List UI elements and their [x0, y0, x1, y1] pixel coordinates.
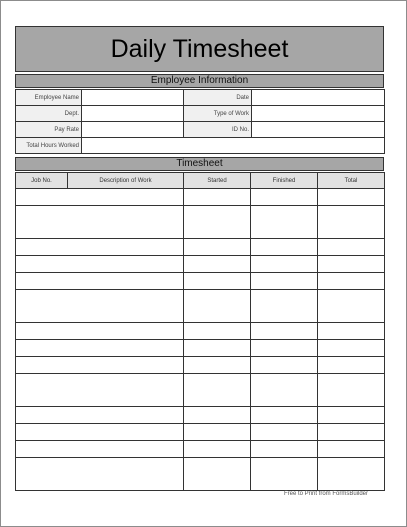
finished-cell[interactable] — [251, 440, 318, 457]
started-cell[interactable] — [184, 239, 251, 256]
table-row — [16, 424, 385, 441]
finished-cell[interactable] — [251, 340, 318, 357]
total-cell[interactable] — [318, 289, 385, 323]
id-no-field[interactable] — [252, 122, 385, 138]
finished-cell[interactable] — [251, 407, 318, 424]
col-started: Started — [184, 173, 251, 189]
dept-label: Dept. — [16, 106, 82, 122]
employee-info-heading: Employee Information — [15, 74, 384, 88]
col-finished: Finished — [251, 173, 318, 189]
table-row — [16, 239, 385, 256]
col-description: Description of Work — [68, 173, 184, 189]
finished-cell[interactable] — [251, 272, 318, 289]
finished-cell[interactable] — [251, 424, 318, 441]
table-row — [16, 289, 385, 323]
employee-name-label: Employee Name — [16, 90, 82, 106]
started-cell[interactable] — [184, 289, 251, 323]
type-of-work-label: Type of Work — [184, 106, 252, 122]
finished-cell[interactable] — [251, 239, 318, 256]
started-cell[interactable] — [184, 272, 251, 289]
date-label: Date — [184, 90, 252, 106]
date-field[interactable] — [252, 90, 385, 106]
total-cell[interactable] — [318, 205, 385, 239]
finished-cell[interactable] — [251, 189, 318, 206]
started-cell[interactable] — [184, 356, 251, 373]
finished-cell[interactable] — [251, 457, 318, 491]
total-cell[interactable] — [318, 440, 385, 457]
started-cell[interactable] — [184, 205, 251, 239]
job-description-cell[interactable] — [16, 424, 184, 441]
started-cell[interactable] — [184, 256, 251, 273]
finished-cell[interactable] — [251, 373, 318, 407]
total-cell[interactable] — [318, 323, 385, 340]
job-description-cell[interactable] — [16, 289, 184, 323]
table-row — [16, 340, 385, 357]
table-row — [16, 457, 385, 491]
total-cell[interactable] — [318, 356, 385, 373]
table-row — [16, 440, 385, 457]
table-row — [16, 205, 385, 239]
started-cell[interactable] — [184, 340, 251, 357]
job-description-cell[interactable] — [16, 356, 184, 373]
started-cell[interactable] — [184, 407, 251, 424]
finished-cell[interactable] — [251, 289, 318, 323]
col-job-no: Job No. — [16, 173, 68, 189]
started-cell[interactable] — [184, 189, 251, 206]
job-description-cell[interactable] — [16, 256, 184, 273]
timesheet-heading: Timesheet — [15, 157, 384, 171]
started-cell[interactable] — [184, 457, 251, 491]
total-cell[interactable] — [318, 424, 385, 441]
table-row — [16, 323, 385, 340]
started-cell[interactable] — [184, 424, 251, 441]
job-description-cell[interactable] — [16, 407, 184, 424]
type-of-work-field[interactable] — [252, 106, 385, 122]
started-cell[interactable] — [184, 323, 251, 340]
table-row — [16, 373, 385, 407]
job-description-cell[interactable] — [16, 373, 184, 407]
total-cell[interactable] — [318, 272, 385, 289]
timesheet-table — [15, 172, 385, 491]
job-description-cell[interactable] — [16, 340, 184, 357]
total-cell[interactable] — [318, 407, 385, 424]
total-cell[interactable] — [318, 340, 385, 357]
job-description-cell[interactable] — [16, 323, 184, 340]
job-description-cell[interactable] — [16, 239, 184, 256]
finished-cell[interactable] — [251, 323, 318, 340]
table-row — [16, 256, 385, 273]
employee-name-field[interactable] — [82, 90, 184, 106]
total-cell[interactable] — [318, 189, 385, 206]
job-description-cell[interactable] — [16, 205, 184, 239]
started-cell[interactable] — [184, 373, 251, 407]
form-title: Daily Timesheet — [15, 26, 384, 72]
job-description-cell[interactable] — [16, 272, 184, 289]
total-cell[interactable] — [318, 256, 385, 273]
col-total: Total — [318, 173, 385, 189]
job-description-cell[interactable] — [16, 189, 184, 206]
pay-rate-field[interactable] — [82, 122, 184, 138]
total-hours-field[interactable] — [82, 138, 385, 154]
total-hours-label: Total Hours Worked — [16, 138, 82, 154]
finished-cell[interactable] — [251, 356, 318, 373]
started-cell[interactable] — [184, 440, 251, 457]
table-row — [16, 356, 385, 373]
table-row — [16, 272, 385, 289]
finished-cell[interactable] — [251, 205, 318, 239]
id-no-label: ID No. — [184, 122, 252, 138]
pay-rate-label: Pay Rate — [16, 122, 82, 138]
timesheet-rows — [16, 189, 385, 491]
table-row — [16, 189, 385, 206]
finished-cell[interactable] — [251, 256, 318, 273]
total-cell[interactable] — [318, 373, 385, 407]
job-description-cell[interactable] — [16, 440, 184, 457]
total-cell[interactable] — [318, 239, 385, 256]
footer-credit: Free to Print from FormsBuilder — [283, 491, 368, 497]
total-cell[interactable] — [318, 457, 385, 491]
job-description-cell[interactable] — [16, 457, 184, 491]
dept-field[interactable] — [82, 106, 184, 122]
employee-info-table — [15, 89, 385, 154]
table-row — [16, 407, 385, 424]
